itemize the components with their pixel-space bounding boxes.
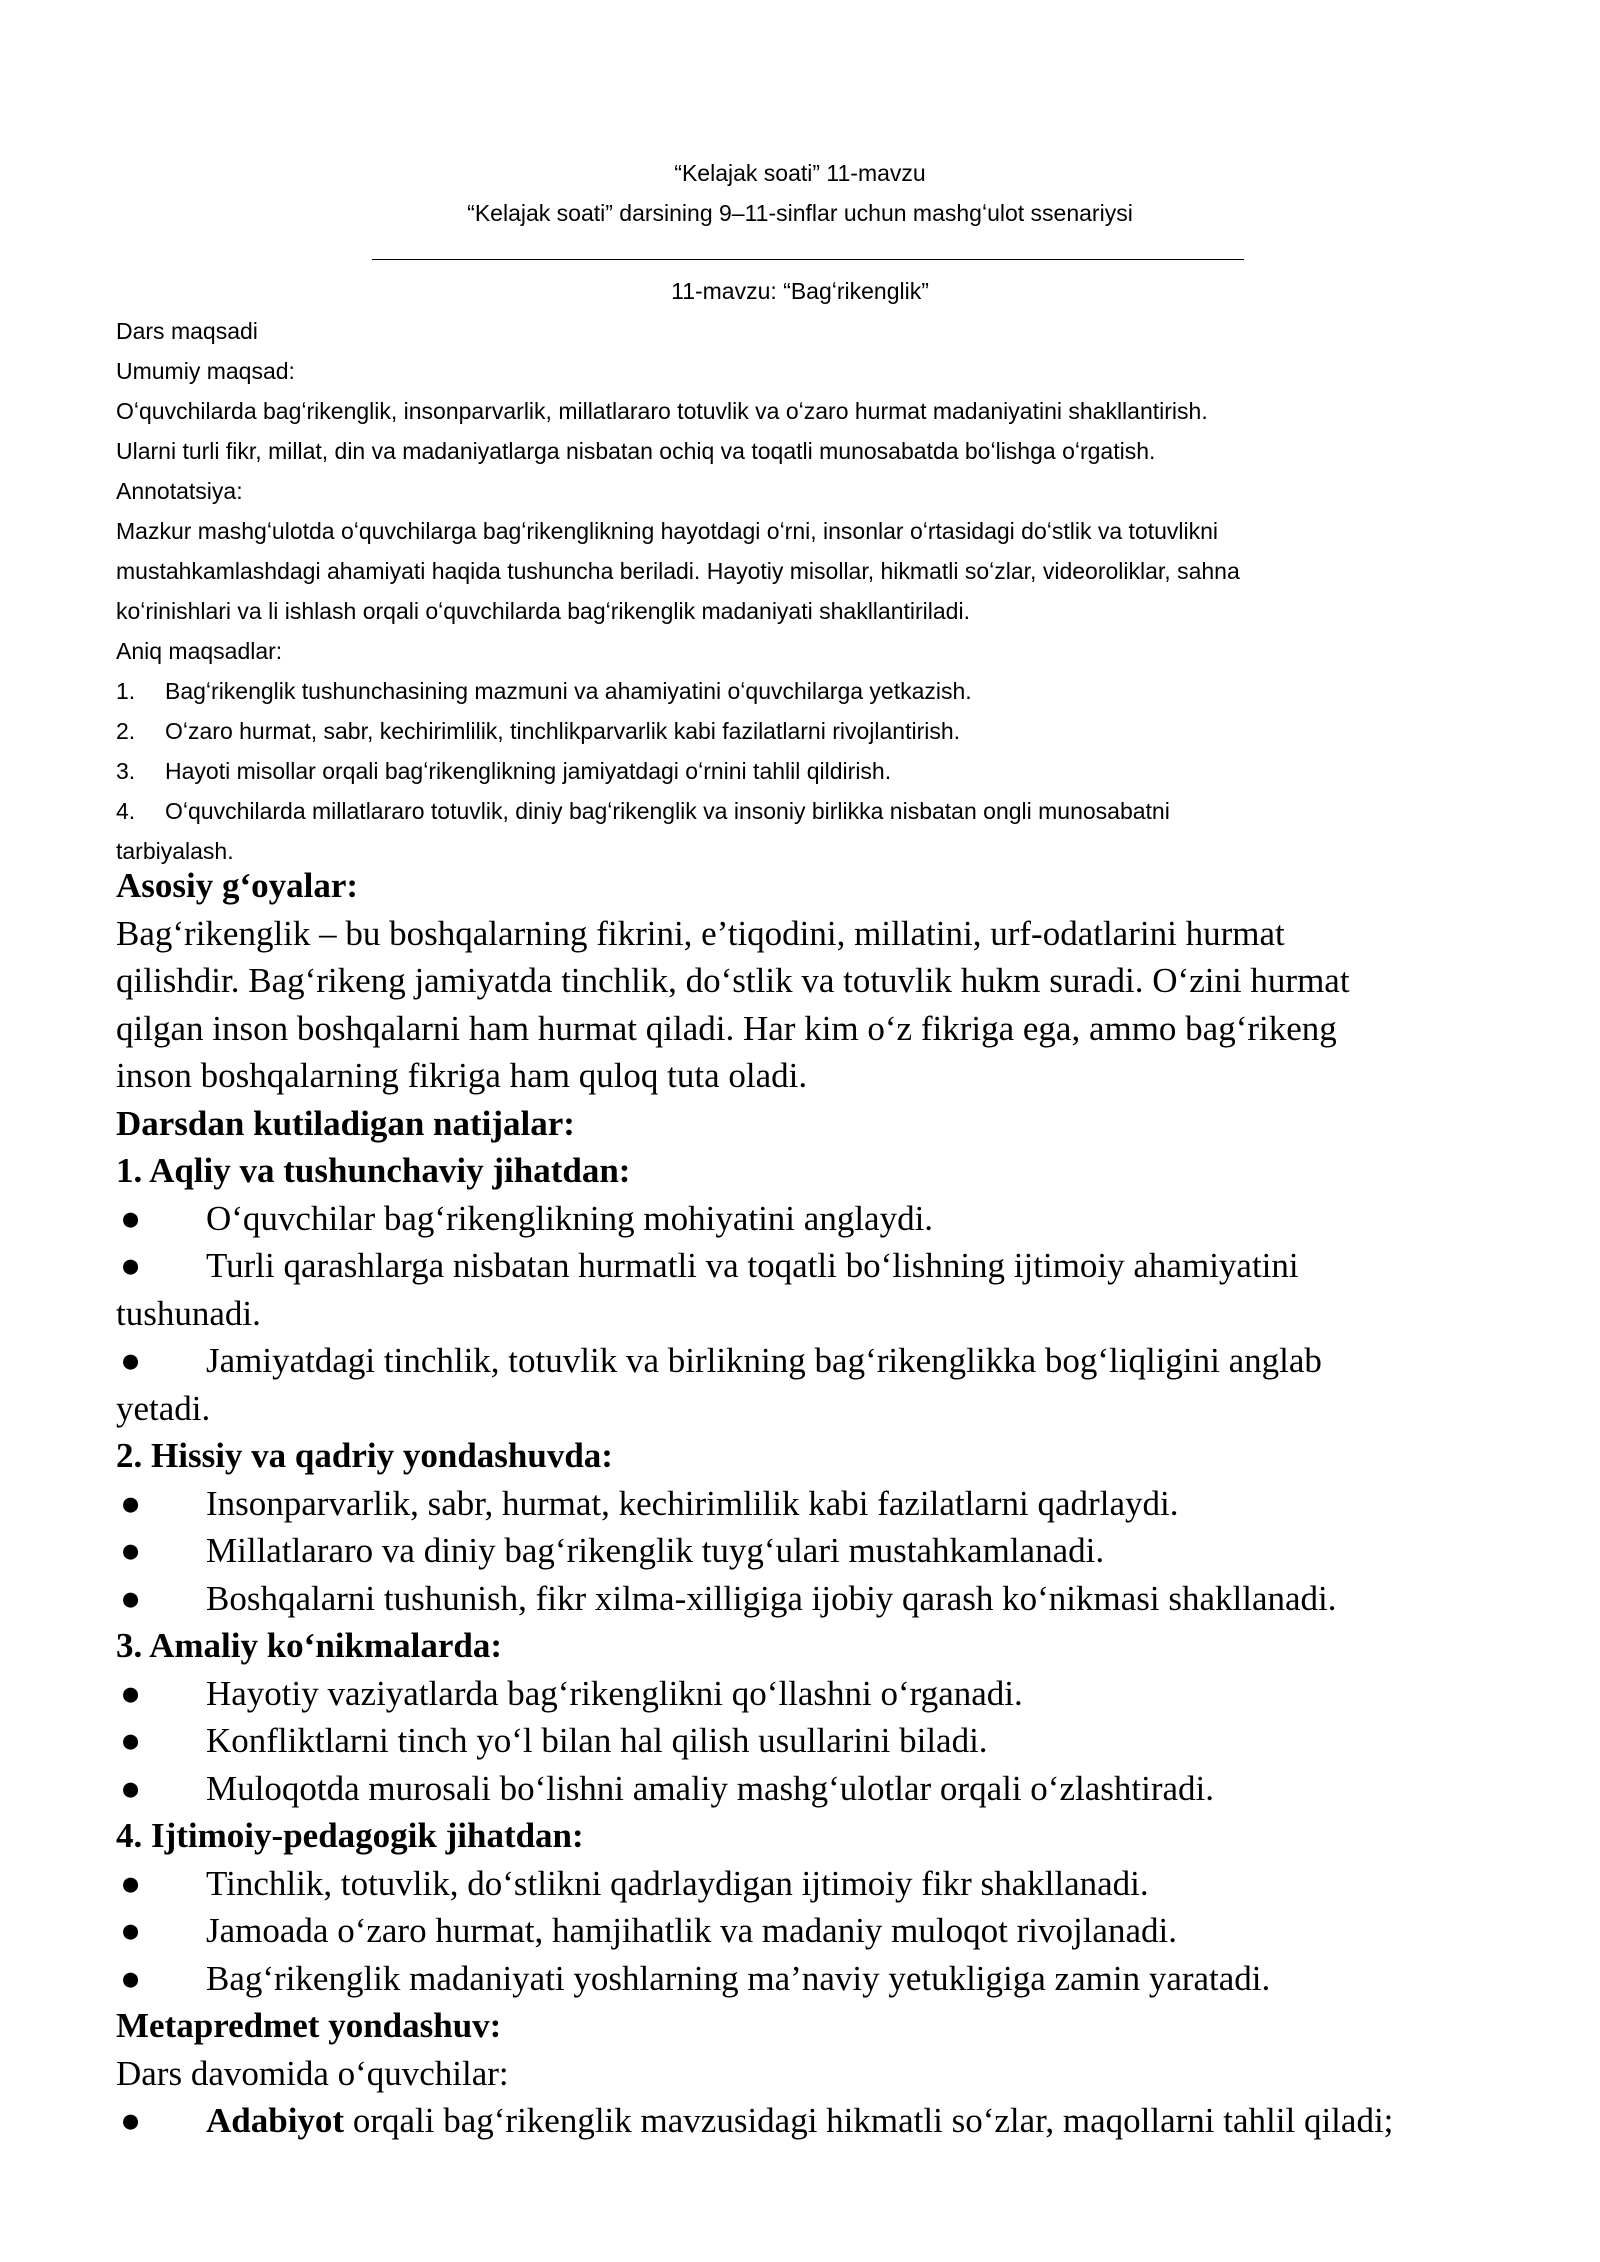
bullet-text: Boshqalarni tushunish, fikr xilma-xilligiga ijobiy qarash koʻnikmasi shakllanadi. <box>206 1578 1337 1618</box>
bullet-item <box>116 1907 1456 1955</box>
item-number: 2. <box>116 718 136 744</box>
bullet-item <box>116 1860 1456 1908</box>
bullet-text: Jamiyatdagi tinchlik, totuvlik va birlikning bagʻrikenglikka bogʻliqligini anglab <box>206 1341 1322 1380</box>
item-number: 3. <box>116 758 136 784</box>
bullet-text: Turli qarashlarga nisbatan hurmatli va toqatli boʻlishning ijtimoiy ahamiyatini <box>206 1246 1299 1285</box>
bullet-item <box>116 1195 1456 1243</box>
item-text: Oʻquvchilarda millatlararo totuvlik, diniy bagʻrikenglik va insoniy birlikka nisbatan ongli munosabatni <box>165 798 1170 824</box>
section-heading: 3. Amaliy koʻnikmalarda: <box>116 1626 503 1665</box>
umumiy-maqsad-text: Ularni turli fikr, millat, din va madaniyatlarga nisbatan ochiq va toqatli munosabatda boʻlishga oʻrgatish. <box>116 438 1156 464</box>
bullet-icon: ● <box>120 1578 142 1618</box>
bullet-icon: ● <box>120 1531 142 1570</box>
asosiy-text: Bagʻrikenglik – bu boshqalarning fikrini, e’tiqodini, millatini, urf-odatlarini hurmat <box>116 913 1285 953</box>
numbered-item <box>116 711 1456 751</box>
item-text: Oʻzaro hurmat, sabr, kechirimlilik, tinchlikparvarlik kabi fazilatlarni rivojlantirish. <box>165 718 961 744</box>
bullet-item <box>116 1480 1456 1528</box>
umumiy-maqsad-label: Umumiy maqsad: <box>116 358 295 384</box>
subject-name: Adabiyot <box>206 2101 345 2140</box>
bullet-text: Bagʻrikenglik madaniyati yoshlarning ma’naviy yetukligiga zamin yaratadi. <box>206 1958 1271 1998</box>
umumiy-maqsad-text: Oʻquvchilarda bagʻrikenglik, insonparvarlik, millatlararo totuvlik va oʻzaro hurmat madaniyatini shakllantirish. <box>116 398 1208 424</box>
bullet-text: Hayotiy vaziyatlarda bagʻrikenglikni qoʻllashni oʻrganadi. <box>206 1673 1023 1713</box>
bullet-text <box>206 2097 1393 2145</box>
dars-maqsadi-label: Dars maqsadi <box>116 318 258 344</box>
bullet-icon: ● <box>120 1198 142 1238</box>
aniq-maqsadlar-label: Aniq maqsadlar: <box>116 638 283 664</box>
bullet-text: Jamoada oʻzaro hurmat, hamjihatlik va madaniy muloqot rivojlanadi. <box>206 1911 1177 1950</box>
bullet-item <box>116 2097 1456 2145</box>
annotatsiya-text: Mazkur mashgʻulotda oʻquvchilarga bagʻrikenglikning hayotdagi oʻrni, insonlar oʻrtasidagi doʻstlik va totuvlikni <box>116 518 1219 544</box>
annotatsiya-text: mustahkamlashdagi ahamiyati haqida tushuncha beriladi. Hayotiy misollar, hikmatli soʻzlar, videoroliklar, sahna <box>116 558 1240 584</box>
bullet-icon: ● <box>120 1958 142 1998</box>
annotatsiya-label: Annotatsiya: <box>116 478 243 504</box>
bullet-icon: ● <box>120 1768 142 1808</box>
bullet-icon: ● <box>120 1341 142 1380</box>
bullet-item <box>116 1242 1456 1290</box>
bullet-text: Tinchlik, totuvlik, doʻstlikni qadrlaydigan ijtimoiy fikr shakllanadi. <box>206 1863 1149 1903</box>
bullet-text: Oʻquvchilar bagʻrikenglikning mohiyatini anglaydi. <box>206 1198 934 1238</box>
bullet-text: Insonparvarlik, sabr, hurmat, kechirimlilik kabi fazilatlarni qadrlaydi. <box>206 1483 1179 1523</box>
bullet-text-continuation: tushunadi. <box>116 1293 261 1333</box>
bullet-text: Konfliktlarni tinch yoʻl bilan hal qilish usullarini biladi. <box>206 1721 988 1760</box>
bullet-icon: ● <box>120 2101 142 2140</box>
item-text-continuation: tarbiyalash. <box>116 838 234 864</box>
numbered-item <box>116 671 1456 711</box>
bullet-item <box>116 1670 1456 1718</box>
bullet-text-rest: orqali bagʻrikenglik mavzusidagi hikmatli soʻzlar, maqollarni tahlil qiladi; <box>344 2101 1394 2140</box>
numbered-item <box>116 751 1456 791</box>
bullet-item <box>116 1575 1456 1623</box>
horizontal-rule <box>372 259 1244 260</box>
bullet-item <box>116 1765 1456 1813</box>
intro-section <box>116 311 1456 871</box>
doc-title: “Kelajak soati” 11-mavzu <box>674 160 926 186</box>
bullet-icon: ● <box>120 1863 142 1903</box>
item-number: 4. <box>116 798 136 824</box>
section-heading: 4. Ijtimoiy-pedagogik jihatdan: <box>116 1816 584 1855</box>
numbered-item <box>116 791 1456 831</box>
metapredmet-heading: Metapredmet yondashuv: <box>116 2006 502 2045</box>
asosiy-text: inson boshqalarning fikriga ham quloq tuta oladi. <box>116 1056 808 1095</box>
doc-subtitle: “Kelajak soati” darsining 9–11-sinflar uchun mashgʻulot ssenariysi <box>467 200 1133 226</box>
bullet-item <box>116 1337 1456 1385</box>
bullet-icon: ● <box>120 1673 142 1713</box>
asosiy-text: qilgan inson boshqalarni ham hurmat qiladi. Har kim oʻz fikriga ega, ammo bagʻrikeng <box>116 1008 1337 1048</box>
bullet-item <box>116 1717 1456 1765</box>
bullet-text: Muloqotda murosali boʻlishni amaliy mashgʻulotlar orqali oʻzlashtiradi. <box>206 1768 1214 1808</box>
main-section <box>116 862 1456 2145</box>
item-number: 1. <box>116 678 136 704</box>
asosiy-goyalar-heading: Asosiy gʻoyalar: <box>116 866 359 905</box>
bullet-text: Millatlararo va diniy bagʻrikenglik tuygʻulari mustahkamlanadi. <box>206 1531 1105 1570</box>
item-text: Hayoti misollar orqali bagʻrikenglikning jamiyatdagi oʻrnini tahlil qildirish. <box>165 758 892 784</box>
asosiy-text: qilishdir. Bagʻrikeng jamiyatda tinchlik, doʻstlik va totuvlik hukm suradi. Oʻzini hurmat <box>116 961 1350 1000</box>
topic-title: 11-mavzu: “Bagʻrikenglik” <box>671 278 929 304</box>
section-heading: 2. Hissiy va qadriy yondashuvda: <box>116 1436 613 1475</box>
annotatsiya-text: koʻrinishlari va li ishlash orqali oʻquvchilarda bagʻrikenglik madaniyati shakllantiriladi. <box>116 598 970 624</box>
bullet-item <box>116 1955 1456 2003</box>
metapredmet-intro: Dars davomida oʻquvchilar: <box>116 2053 509 2093</box>
bullet-icon: ● <box>120 1911 142 1950</box>
bullet-text-continuation: yetadi. <box>116 1388 211 1428</box>
bullet-icon: ● <box>120 1721 142 1760</box>
bullet-item <box>116 1527 1456 1575</box>
bullet-icon: ● <box>120 1483 142 1523</box>
natijalar-heading: Darsdan kutiladigan natijalar: <box>116 1103 575 1143</box>
item-text: Bagʻrikenglik tushunchasining mazmuni va ahamiyatini oʻquvchilarga yetkazish. <box>165 678 972 704</box>
bullet-icon: ● <box>120 1246 142 1285</box>
section-heading: 1. Aqliy va tushunchaviy jihatdan: <box>116 1151 631 1190</box>
